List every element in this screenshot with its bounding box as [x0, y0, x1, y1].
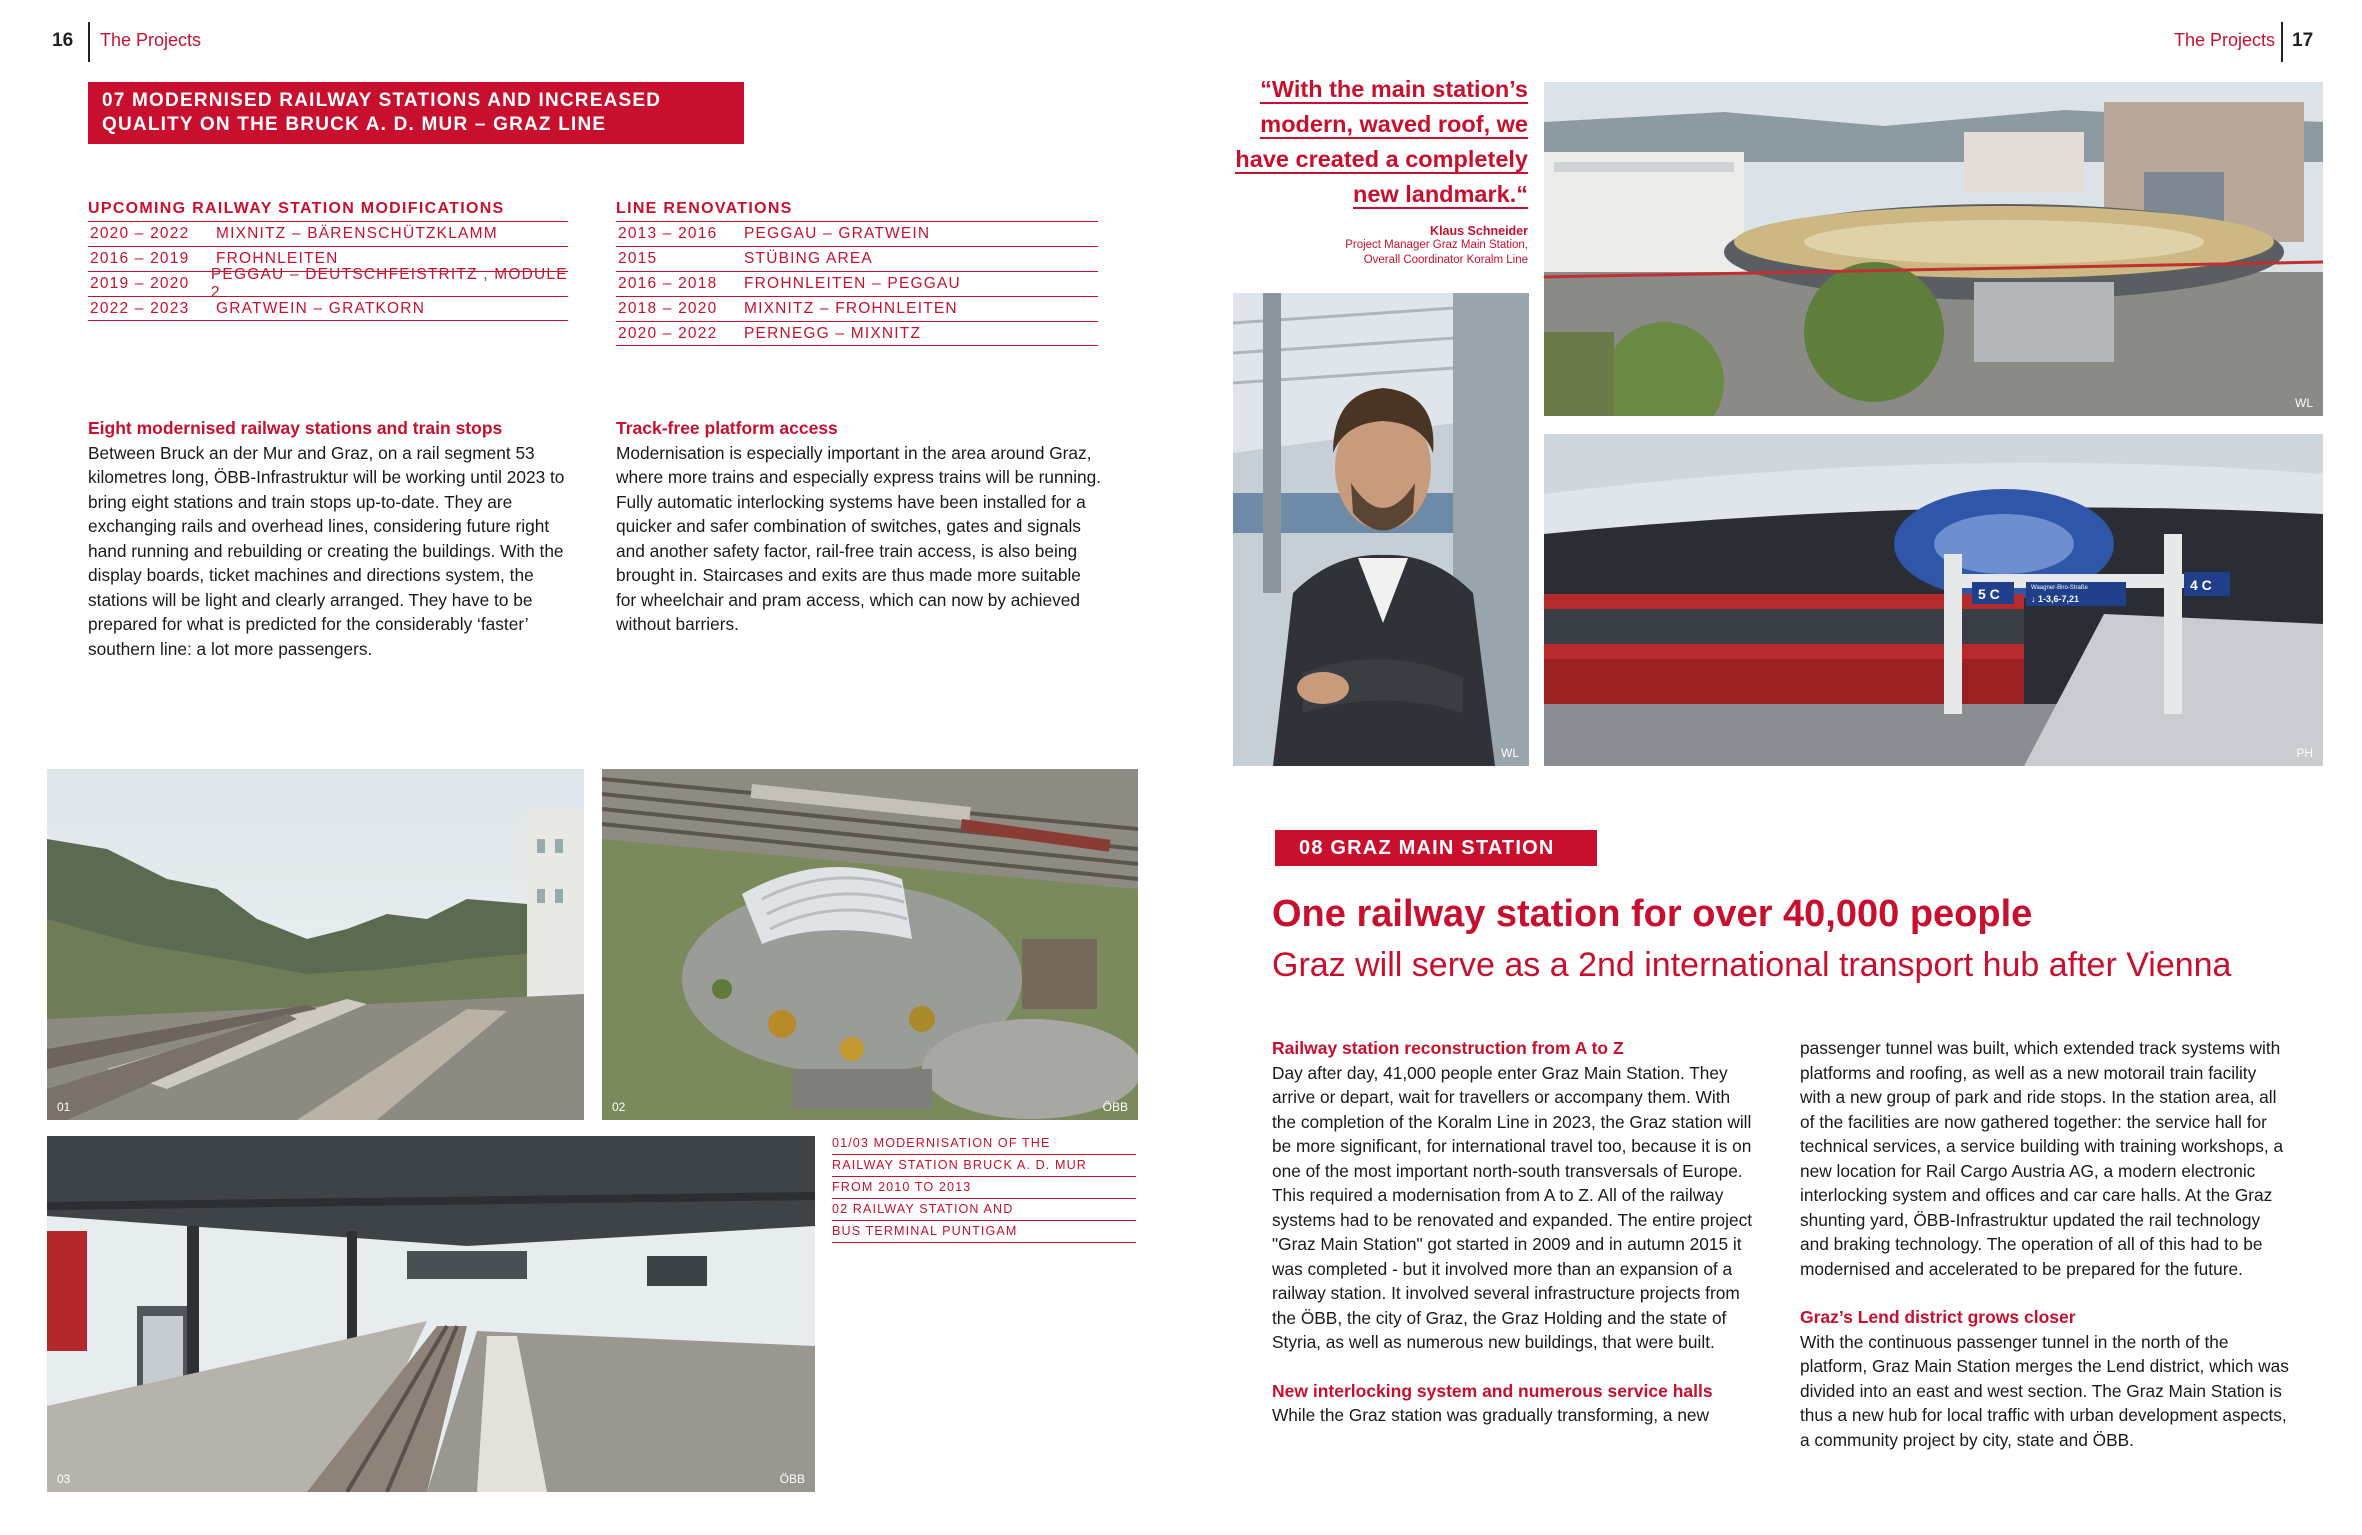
photo-02-number: 02 — [612, 1100, 626, 1114]
caption-line-3: FROM 2010 TO 2013 — [832, 1177, 1136, 1199]
photo-03-credit: ÖBB — [779, 1472, 805, 1486]
photo-caption — [832, 1133, 1136, 1243]
caption-line-1: 01/03 MODERNISATION OF THE — [832, 1133, 1136, 1155]
quote-author: Klaus Schneider — [1430, 224, 1528, 238]
table-row — [616, 321, 1098, 346]
col1-body: Between Bruck an der Mur and Graz, on a rail segment 53 kilometres long, ÖBB-Infrastruktur will be working until 2023 to bring eight stations and train stops up-to-date. They are exchanging rails and overhead lines, considering future right hand running and rebuilding or creating the buildings. With the display boards, ticket machines and directions system, the stations will be light and clearly arranged. They have to be prepared for what is predicted for the considerably ‘faster’ southern line: a lot more passengers. — [88, 442, 565, 659]
right-page-column-2 — [1800, 1036, 2290, 1452]
photo-01-bruck-station — [47, 769, 584, 1120]
running-head-right: The Projects — [2174, 30, 2276, 50]
pull-quote — [1200, 72, 1528, 268]
row-years: 2020 – 2022 — [90, 225, 190, 242]
headline: One railway station for over 40,000 people — [1272, 893, 2033, 935]
right-column-text — [616, 416, 1102, 637]
quote-role-line2: Overall Coordinator Koralm Line — [1363, 254, 1528, 266]
col2-heading: Track-free platform access — [616, 418, 838, 438]
column2-para-1: passenger tunnel was built, which extended track systems with platforms and roofing, as well as a new motorail train facility with a new group of park and ride stops. In the station area, all of the facilities are now gathered together: the service hall for technical services, a service building with training workshops, a new location for Rail Cargo Austria AG, a modern electronic interlocking system and offices and car care halls. At the Graz shunting yard, ÖBB-Infrastruktur updated the rail technology and braking technology. The operation of all of this had to be modernised and accelerated to be prepared for the future. — [1800, 1038, 2284, 1279]
row-years: 2016 – 2019 — [90, 250, 190, 267]
sign-street: Waagner-Biro-Straße — [2031, 585, 2088, 591]
reconstruction-heading: Railway station reconstruction from A to Z — [1272, 1038, 1624, 1058]
table-row — [88, 266, 568, 301]
quote-role-line1: Project Manager Graz Main Station, — [1345, 239, 1528, 251]
interlocking-para: While the Graz station was gradually transforming, a new — [1272, 1405, 1710, 1425]
table-row — [616, 246, 1098, 271]
row-name: FROHNLEITEN — [216, 250, 339, 267]
line-renovations-table — [616, 200, 1098, 346]
platform-credit: PH — [2296, 746, 2313, 760]
reconstruction-para-2: This required a modernisation from A to Z. All of the railway systems had to be renovated and expanded. The entire project "Graz Main Station" got started in 2009 and in autumn 2015 it was completed - but it involved more than an expansion of a railway station. It involved several infrastructure projects from the ÖBB, the city of Graz, the Graz Holding and the state of Styria, as well as numerous new buildings, that were built. — [1272, 1185, 1753, 1352]
row-years: 2020 – 2022 — [618, 324, 718, 342]
page-number-left: 16 — [52, 30, 74, 51]
table-row — [616, 296, 1098, 321]
right-page-column-1 — [1272, 1036, 1758, 1428]
caption-line-5: BUS TERMINAL PUNTIGAM — [832, 1221, 1136, 1243]
quote-line-4: new landmark.“ — [1353, 181, 1528, 207]
row-name: PERNEGG – MIXNITZ — [744, 324, 922, 342]
quote-line-2: modern, waved roof, we — [1260, 111, 1528, 137]
row-years: 2016 – 2018 — [618, 275, 718, 292]
header-divider-right — [2281, 22, 2283, 62]
row-name: GRATWEIN – GRATKORN — [216, 299, 426, 317]
quote-line-1: “With the main station’s — [1260, 76, 1528, 102]
photo-portrait-klaus-schneider — [1233, 293, 1529, 766]
photo-02-puntigam-terminal — [602, 769, 1138, 1120]
sign-5c: 5 C — [1978, 586, 2000, 602]
interlocking-heading: New interlocking system and numerous service halls — [1272, 1380, 1713, 1401]
row-name: PEGGAU – GRATWEIN — [744, 225, 931, 242]
lend-district-para: With the continuous passenger tunnel in the north of the platform, Graz Main Station merges the Lend district, which was divided into an east and west section. The Graz Main Station is thus a new hub for local traffic with urban development aspects, a community project by city, state and ÖBB. — [1800, 1331, 2289, 1450]
section-07-title-line2: QUALITY ON THE BRUCK A. D. MUR – GRAZ LINE — [102, 114, 607, 135]
row-name: STÜBING AREA — [744, 250, 873, 267]
sign-4c: 4 C — [2190, 577, 2212, 593]
header-divider-left — [88, 22, 90, 62]
col2-body: Modernisation is especially important in the area around Graz, where more trains and especially express trains will be running. Fully automatic interlocking systems have been installed for a quicker and safer combination of switches, gates and signals and another safety factor, rail-free train access, is also being brought in. Staircases and exits are thus made more suitable for wheelchair and pram access, which can now by achieved without barriers. — [616, 442, 1102, 634]
table-row — [88, 221, 568, 246]
running-head-left: The Projects — [100, 30, 202, 50]
photo-graz-main-station-aerial — [1544, 82, 2323, 416]
lend-district-heading: Graz’s Lend district grows closer — [1800, 1307, 2076, 1327]
photo-03-bruck-platform — [47, 1136, 815, 1492]
sign-tracks: ↓ 1-3,6-7,21 — [2031, 594, 2080, 604]
col1-heading: Eight modernised railway stations and train stops — [88, 418, 503, 438]
row-years: 2013 – 2016 — [618, 225, 718, 242]
row-years: 2015 — [618, 250, 658, 267]
row-name: FROHNLEITEN – PEGGAU — [744, 275, 961, 292]
line-table-heading: LINE RENOVATIONS — [616, 200, 793, 217]
row-name: MIXNITZ – BÄRENSCHÜTZKLAMM — [216, 225, 498, 242]
photo-02-credit: ÖBB — [1102, 1100, 1128, 1114]
station-table-heading: UPCOMING RAILWAY STATION MODIFICATIONS — [88, 200, 505, 217]
section-08-title: 08 GRAZ MAIN STATION — [1275, 830, 1597, 866]
portrait-credit: WL — [1501, 746, 1519, 760]
table-row — [616, 221, 1098, 246]
subheadline: Graz will serve as a 2nd international transport hub after Vienna — [1272, 946, 2232, 984]
photo-03-number: 03 — [57, 1472, 71, 1486]
caption-line-2: RAILWAY STATION BRUCK A. D. MUR — [832, 1155, 1136, 1177]
section-07-title-line1: 07 MODERNISED RAILWAY STATIONS AND INCREASED — [102, 90, 662, 111]
section-07-title — [88, 82, 744, 144]
reconstruction-para-1: Day after day, 41,000 people enter Graz Main Station. They arrive or depart, wait for travellers or accompany them. With the completion of the Koralm Line in 2023, the Graz station will be more significant, for international travel too, because it is on one of the most important north-south transversals of Europe. — [1272, 1062, 1752, 1181]
photo-graz-platform-train — [1544, 434, 2323, 766]
row-years: 2019 – 2020 — [90, 275, 190, 292]
row-years: 2018 – 2020 — [618, 300, 718, 317]
row-name: PEGGAU – DEUTSCHFEISTRITZ , MODULE 2 — [210, 266, 568, 301]
station-modifications-table — [88, 200, 568, 321]
row-name: MIXNITZ – FROHNLEITEN — [744, 300, 958, 317]
caption-line-4: 02 RAILWAY STATION AND — [832, 1199, 1136, 1221]
row-years: 2022 – 2023 — [90, 299, 190, 317]
page-number-right: 17 — [2292, 30, 2314, 51]
photo-01-number: 01 — [57, 1100, 71, 1114]
aerial-credit: WL — [2295, 396, 2313, 410]
quote-line-3: have created a completely — [1235, 146, 1528, 172]
table-row — [616, 271, 1098, 296]
left-column-text — [88, 416, 574, 661]
